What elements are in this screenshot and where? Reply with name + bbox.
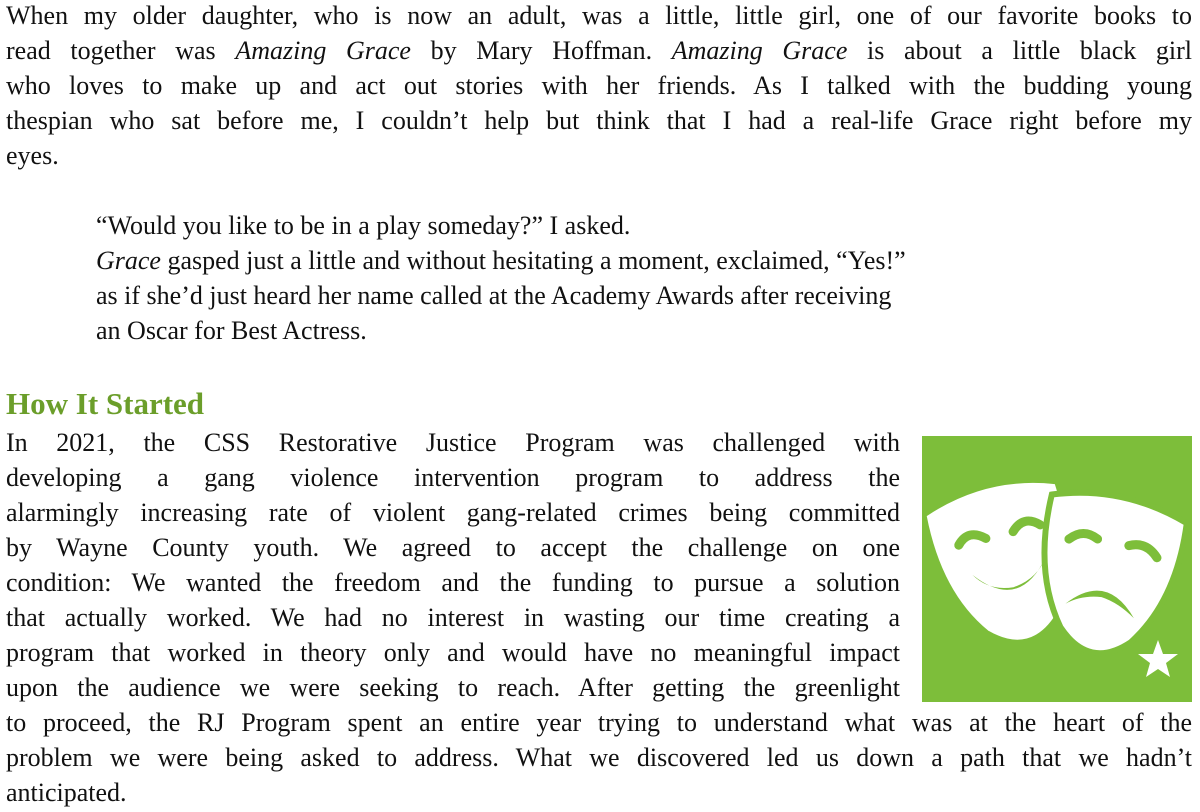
star-icon [1138, 640, 1178, 677]
book-title: Amazing Grace [671, 36, 848, 65]
intro-text: read together was [6, 36, 236, 65]
intro-line: eyes. [6, 141, 59, 170]
intro-line [6, 33, 1192, 68]
section-line: upon the audience we were seeking to reach. After getting the greenlight [6, 673, 900, 702]
dialogue-line: an Oscar for Best Actress. [96, 316, 367, 345]
section-line: program that worked in theory only and would have no meaningful impact [6, 638, 900, 667]
section-line: alarmingly increasing rate of violent gang-related crimes being committed [6, 498, 900, 527]
section-line: that actually worked. We had no interest in wasting our time creating a [6, 603, 900, 632]
section-line: problem we were being asked to address. What we discovered led us down a path that we hadn’t [6, 743, 1192, 772]
book-title: Amazing Grace [235, 36, 411, 65]
dialogue-line: “Would you like to be in a play someday?” I asked. [96, 211, 631, 240]
dialogue-block [96, 208, 906, 348]
theater-masks-icon [922, 436, 1192, 702]
intro-line: who loves to make up and act out stories with her friends. As I talked with the budding young [6, 71, 1192, 100]
intro-line: thespian who sat before me, I couldn’t help but think that I had a real-life Grace right before my [6, 106, 1192, 135]
dialogue-line [96, 243, 906, 278]
theater-masks-image [922, 436, 1192, 702]
section-heading: How It Started [6, 386, 205, 421]
tragedy-mask-icon [1021, 483, 1190, 666]
section-line: developing a gang violence intervention program to address the [6, 463, 900, 492]
section-line: by Wayne County youth. We agreed to accept the challenge on one [6, 533, 900, 562]
character-name: Grace [96, 246, 161, 275]
section-paragraph-full [6, 705, 1192, 810]
section-paragraph-wrapped [6, 425, 900, 705]
section-line: condition: We wanted the freedom and the funding to pursue a solution [6, 568, 900, 597]
dialogue-line: as if she’d just heard her name called at the Academy Awards after receiving [96, 281, 892, 310]
intro-text: by Mary Hoffman. [410, 36, 672, 65]
section-line: to proceed, the RJ Program spent an entire year trying to understand what was at the heart of the [6, 708, 1192, 737]
intro-line: When my older daughter, who is now an adult, was a little, little girl, one of our favorite books to [6, 1, 1192, 30]
section-line: In 2021, the CSS Restorative Justice Program was challenged with [6, 428, 900, 457]
intro-text: is about a little black girl [847, 36, 1192, 65]
dialogue-text: gasped just a little and without hesitating a moment, exclaimed, “Yes!” [160, 246, 906, 275]
section-line: anticipated. [6, 778, 127, 807]
intro-paragraph [6, 0, 1192, 173]
